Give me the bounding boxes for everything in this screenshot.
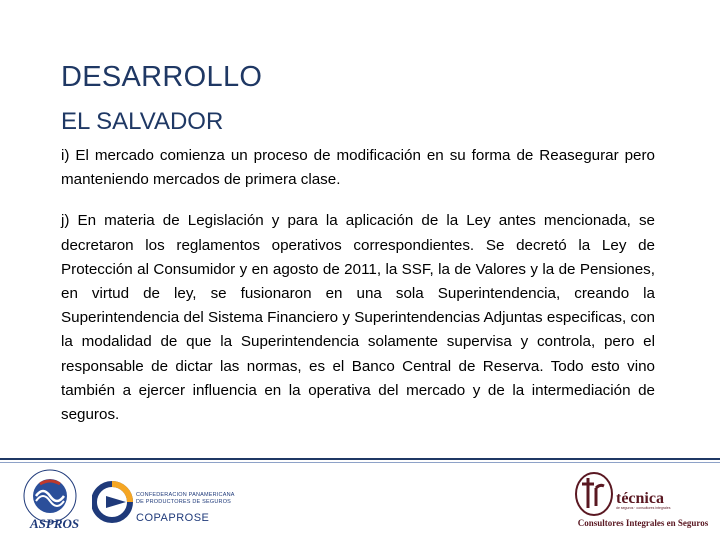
footer-divider: [0, 458, 720, 460]
aspros-wordmark: ASPROS: [30, 516, 80, 531]
tecnica-wordmark: técnica: [616, 490, 664, 507]
tecnica-emblem-icon: [568, 468, 616, 518]
copaprose-logo: [92, 472, 242, 532]
tecnica-logo: [568, 468, 718, 534]
paragraph-j: j) En materia de Legislación y para la aplicación de la Ley antes mencionada, se decretaron los reglamentos operativos correspondientes. Se decretó la Ley de Protección al Consumidor y en agosto de 2011, la SSF, la de Valores y la de Pensiones, en virtud de ley, se fusionaron en una sola Superintendencia, creando la Superintendencia del Sistema Financiero y Superintendencias Adjuntas especificas, con la modalidad de que la Superintendencia solamente supervisa y controla, pero el responsable de dictar las normas, es el Banco Central de Reserva. Todo esto vino también a ejercer influencia en la operativa del mercado y de la intermediación de seguros.: [61, 212, 655, 424]
slide-body: [61, 144, 655, 427]
slide-title: DESARROLLO: [61, 61, 263, 93]
slide-subtitle: EL SALVADOR: [61, 108, 224, 135]
tecnica-caption: de seguros · consultores integrales: [616, 506, 671, 510]
footer-divider-light: [0, 462, 720, 463]
paragraph-i: i) El mercado comienza un proceso de modificación en su forma de Reasegurar pero manteniendo mercados de primera clase.: [61, 147, 655, 189]
copaprose-wordmark: COPAPROSE: [136, 512, 210, 524]
aspros-logo: [10, 468, 90, 536]
tecnica-tagline: Consultores Integrales en Seguros: [577, 518, 709, 528]
copaprose-caption: CONFEDERACION PANAMERICANA DE PRODUCTORES DE SEGUROS: [136, 492, 235, 505]
copaprose-emblem-icon: [92, 472, 136, 532]
